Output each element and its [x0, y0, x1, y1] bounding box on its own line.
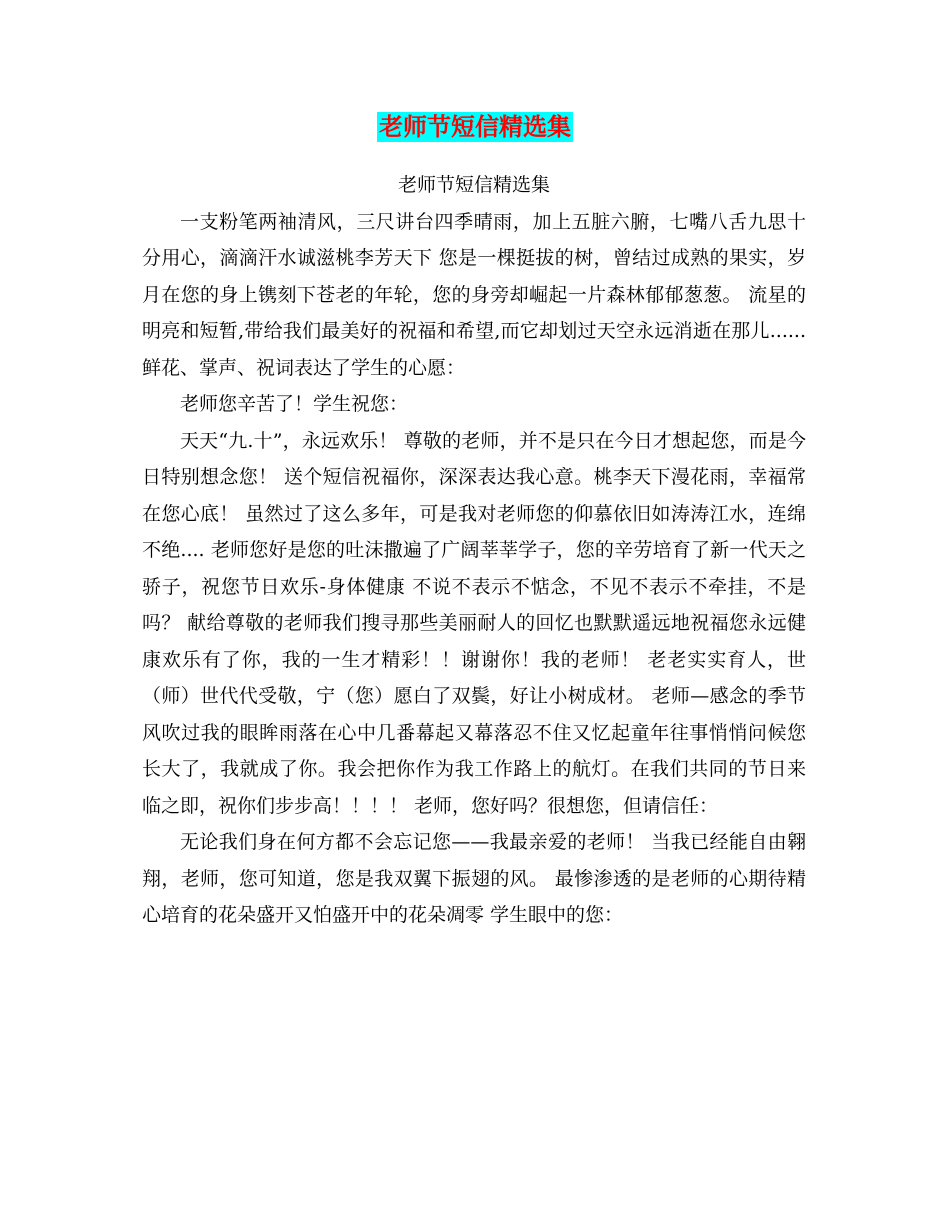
paragraph: 老师您辛苦了！学生祝您： [180, 393, 409, 415]
paragraph: 无论我们身在何方都不会忘记您——我最亲爱的老师！ 当我已经能自由翱翔，老师，您可知道，您是我双翼下振翅的风。 最惨渗透的是老师的心期待精心培育的花朵盛开又怕盛开中的花朵凋零 学生眼中的您： [142, 831, 806, 926]
paragraph: 天天“九.十”，永远欢乐！ 尊敬的老师，并不是只在今日才想起您，而是今日特别想念您！ 送个短信祝福你，深深表达我心意。桃李天下漫花雨，幸福常在您心底！ 虽然过了这么多年，可是我对老师您的仰慕依旧如涛涛江水，连绵不绝.... 老师您好是您的吐沫撒遍了广阔莘莘学子，您的辛劳培育了新一代天之骄子，祝您节日欢乐-身体健康 不说不表示不惦念，不见不表示不牵挂，不是吗？ 献给尊敬的老师我们搜寻那些美丽耐人的回忆也默默遥远地祝福您永远健康欢乐有了你，我的一生才精彩！！谢谢你！我的老师！ 老老实实育人，世（师）世代代受敬，宁（您）愿白了双鬓，好让小树成材。 老师—感念的季节风吹过我的眼眸雨落在心中几番幕起又幕落忍不住又忆起童年往事悄悄问候您 长大了，我就成了你。我会把你作为我工作路上的航灯。在我们共同的节日来临之即，祝你们步步高！！！！ 老师，您好吗？很想您，但请信任： [142, 429, 806, 817]
document-subtitle: 老师节短信精选集 [397, 174, 550, 196]
paragraph: 一支粉笔两袖清风，三尺讲台四季晴雨，加上五脏六腑，七嘴八舌九思十分用心，滴滴汗水诚滋桃李芳天下 您是一棵挺拔的树，曾结过成熟的果实，岁月在您的身上镌刻下苍老的年轮，您的身旁却崛起一片森林郁郁葱葱。 流星的明亮和短暂,带给我们最美好的祝福和希望,而它却划过天空永远消逝在那儿...... 鲜花、掌声、祝词表达了学生的心愿： [142, 210, 806, 379]
document-title: 老师节短信精选集 [379, 112, 571, 141]
document-body [142, 167, 806, 934]
title-container [0, 112, 950, 142]
